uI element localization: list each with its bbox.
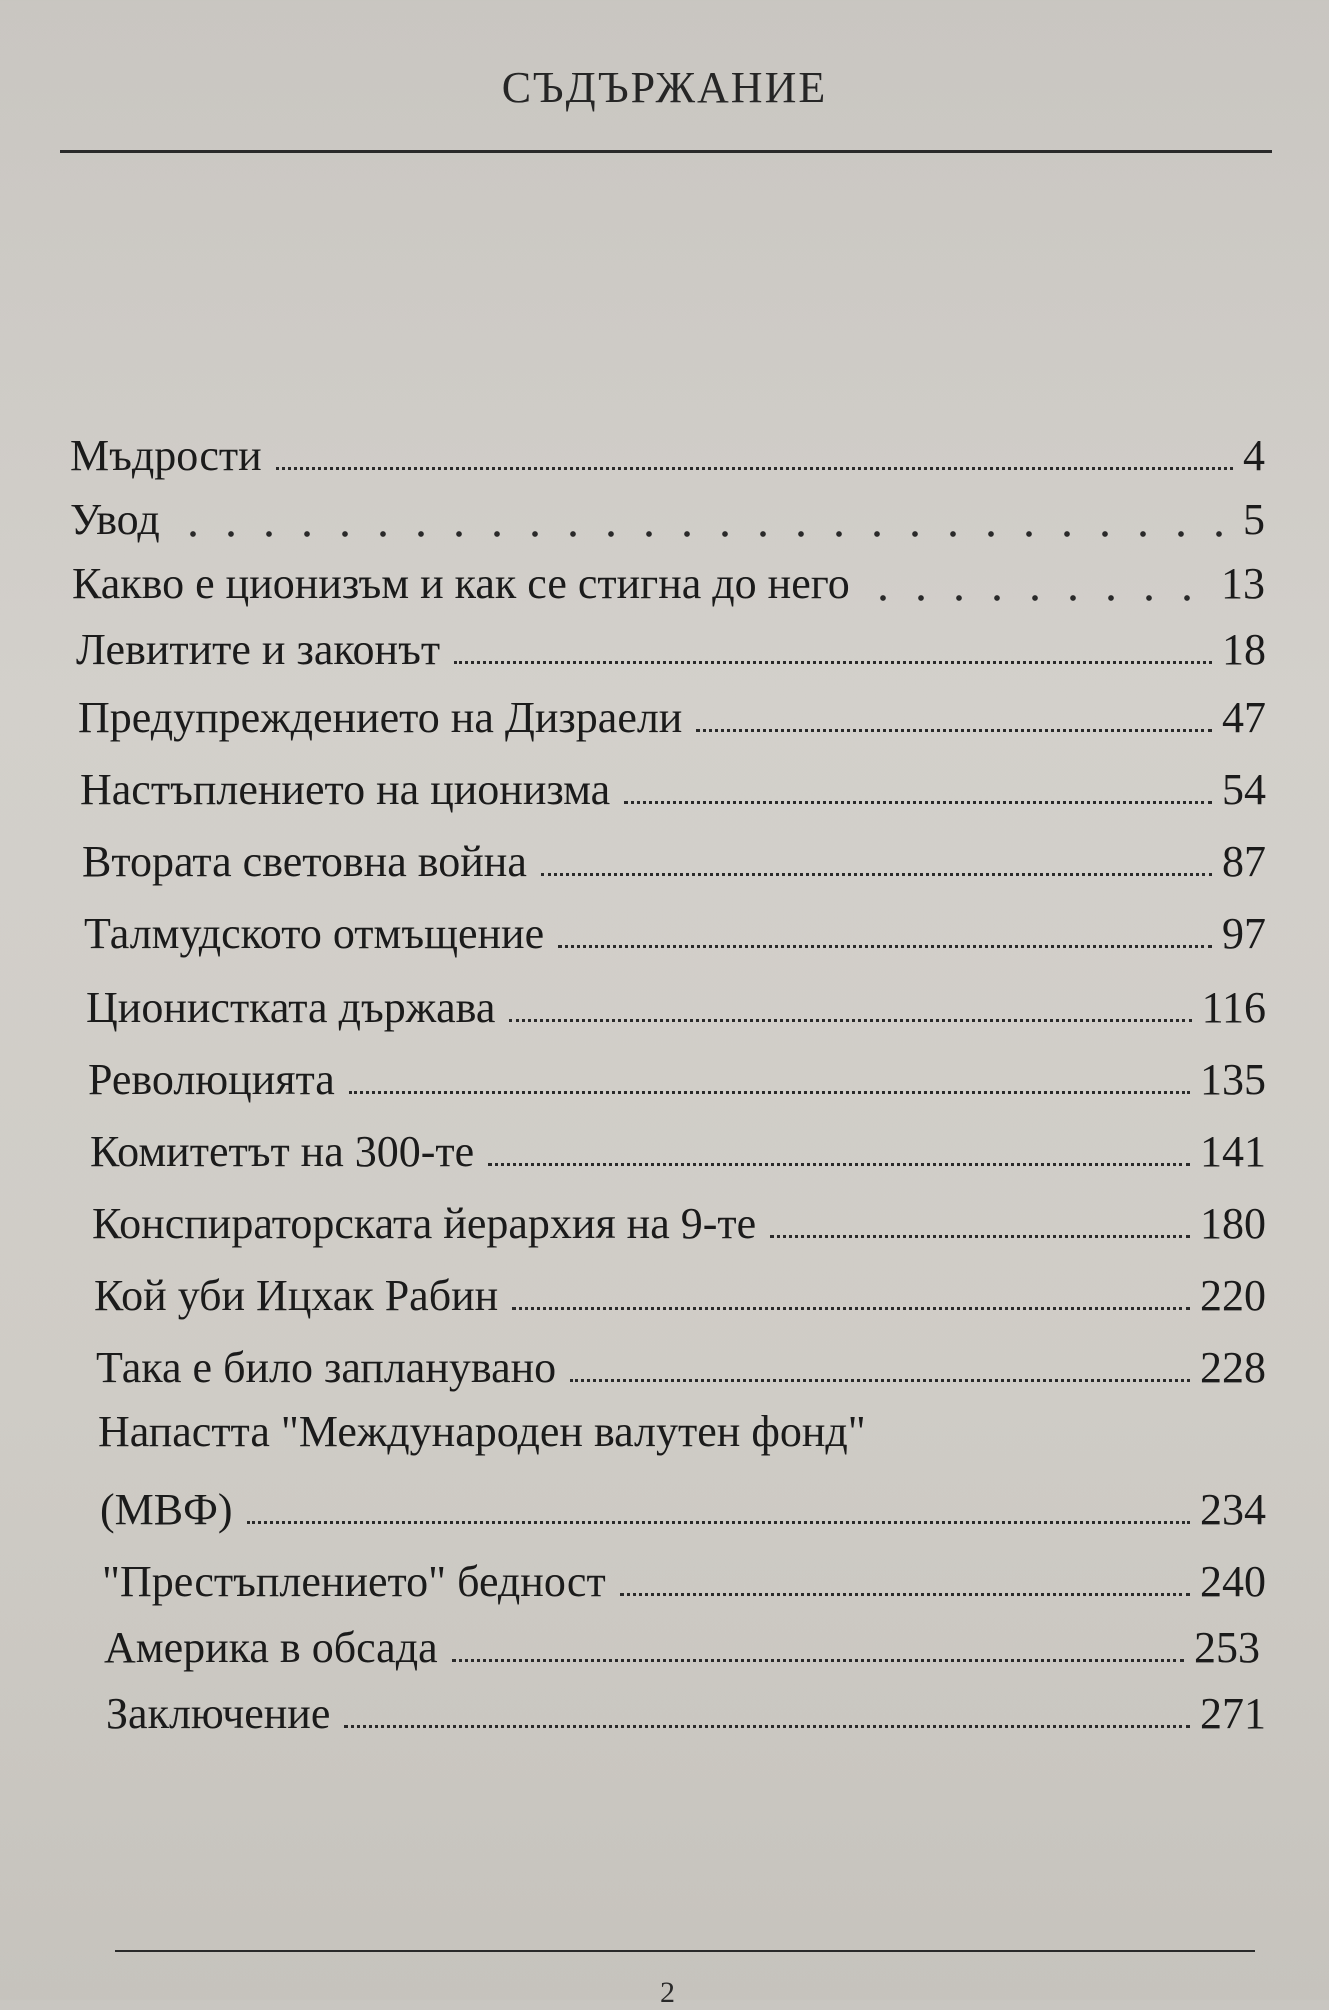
dot-leader	[452, 1659, 1184, 1662]
heading-rule	[60, 150, 1272, 153]
toc-entry-page: 180	[1200, 1199, 1266, 1248]
toc-entry-page: 4	[1243, 431, 1265, 480]
toc-entry-title: Левитите и законът	[76, 625, 441, 674]
dot-leader	[624, 801, 1212, 804]
dot-leader	[541, 873, 1212, 876]
toc-entry-title: Втората световна война	[82, 837, 527, 886]
toc-entry-title: Комитетът на 300-те	[90, 1127, 475, 1176]
dot-leader	[558, 945, 1212, 948]
toc-entry	[106, 1688, 1266, 1736]
dot-leader	[512, 1307, 1190, 1310]
toc-entry	[92, 1198, 1266, 1246]
toc-entry-page: 47	[1222, 693, 1266, 742]
toc-entry-page: 240	[1200, 1557, 1266, 1606]
dot-leader	[570, 1379, 1190, 1382]
footer-page-number: 2	[660, 1976, 675, 2009]
dot-leader	[276, 467, 1233, 470]
toc-entry	[78, 692, 1266, 740]
toc-entry-page: 87	[1222, 837, 1266, 886]
toc-entry-page: 116	[1201, 983, 1266, 1032]
toc-entry-page: 141	[1200, 1127, 1266, 1176]
dot-leader	[174, 530, 1233, 538]
table-of-contents	[0, 430, 1329, 1830]
toc-entry-page: 97	[1222, 909, 1266, 958]
dot-leader	[349, 1091, 1190, 1094]
toc-entry-title: Кой уби Ицхак Рабин	[94, 1271, 499, 1320]
toc-entry	[90, 1126, 1266, 1174]
toc-entry-title: Талмудското отмъщение	[84, 909, 545, 958]
toc-entry-title: Мъдрости	[70, 431, 262, 480]
toc-entry-title: Революцията	[88, 1055, 335, 1104]
toc-entry	[96, 1342, 1266, 1390]
toc-entry-page: 54	[1222, 765, 1266, 814]
toc-entry-title: Конспираторската йерархия на 9-те	[92, 1199, 757, 1248]
toc-entry-title-continued: (МВФ)	[100, 1485, 233, 1534]
toc-entry	[102, 1556, 1266, 1604]
dot-leader	[770, 1235, 1190, 1238]
toc-entry-title: Какво е ционизъм и как се стигна до него	[72, 559, 850, 608]
toc-entry	[104, 1622, 1260, 1670]
dot-leader	[247, 1521, 1190, 1524]
toc-entry-title: Заключение	[106, 1689, 331, 1738]
toc-entry	[70, 430, 1265, 478]
dot-leader	[696, 729, 1212, 732]
toc-entry-page: 271	[1200, 1689, 1266, 1738]
toc-entry	[82, 836, 1266, 884]
dot-leader	[454, 661, 1212, 664]
toc-entry-title: Така е било запланувано	[96, 1343, 557, 1392]
toc-entry-page: 228	[1200, 1343, 1266, 1392]
toc-entry-page: 234	[1200, 1485, 1266, 1534]
dot-leader	[620, 1593, 1190, 1596]
toc-entry-title: Ционистката държава	[86, 983, 496, 1032]
toc-entry-page: 13	[1221, 559, 1265, 608]
toc-entry	[94, 1270, 1266, 1318]
toc-entry	[84, 908, 1266, 956]
dot-leader	[344, 1725, 1190, 1728]
footer-rule	[115, 1950, 1255, 1952]
toc-entry	[70, 494, 1265, 542]
dot-leader	[509, 1019, 1191, 1022]
toc-entry	[86, 982, 1266, 1030]
toc-entry	[76, 624, 1266, 672]
toc-entry-title: Увод	[70, 495, 160, 544]
dot-leader	[864, 594, 1211, 602]
toc-entry-page: 18	[1222, 625, 1266, 674]
toc-entry-title: "Престъплението" бедност	[102, 1557, 606, 1606]
toc-entry	[88, 1054, 1266, 1102]
toc-entry	[72, 558, 1265, 606]
toc-entry-title: Настъплението на ционизма	[80, 765, 611, 814]
toc-heading: СЪДЪРЖАНИЕ	[501, 63, 828, 112]
toc-entry-page: 5	[1243, 495, 1265, 544]
toc-entry	[100, 1484, 1266, 1532]
toc-entry-page: 253	[1194, 1623, 1260, 1672]
toc-entry-page: 135	[1200, 1055, 1266, 1104]
toc-entry-title: Америка в обсада	[104, 1623, 438, 1672]
toc-entry-title: Предупреждението на Дизраели	[78, 693, 683, 742]
toc-entry	[80, 764, 1266, 812]
toc-entry-title: Напастта "Международен валутен фонд"	[98, 1407, 866, 1456]
dot-leader	[488, 1163, 1190, 1166]
toc-entry-page: 220	[1200, 1271, 1266, 1320]
